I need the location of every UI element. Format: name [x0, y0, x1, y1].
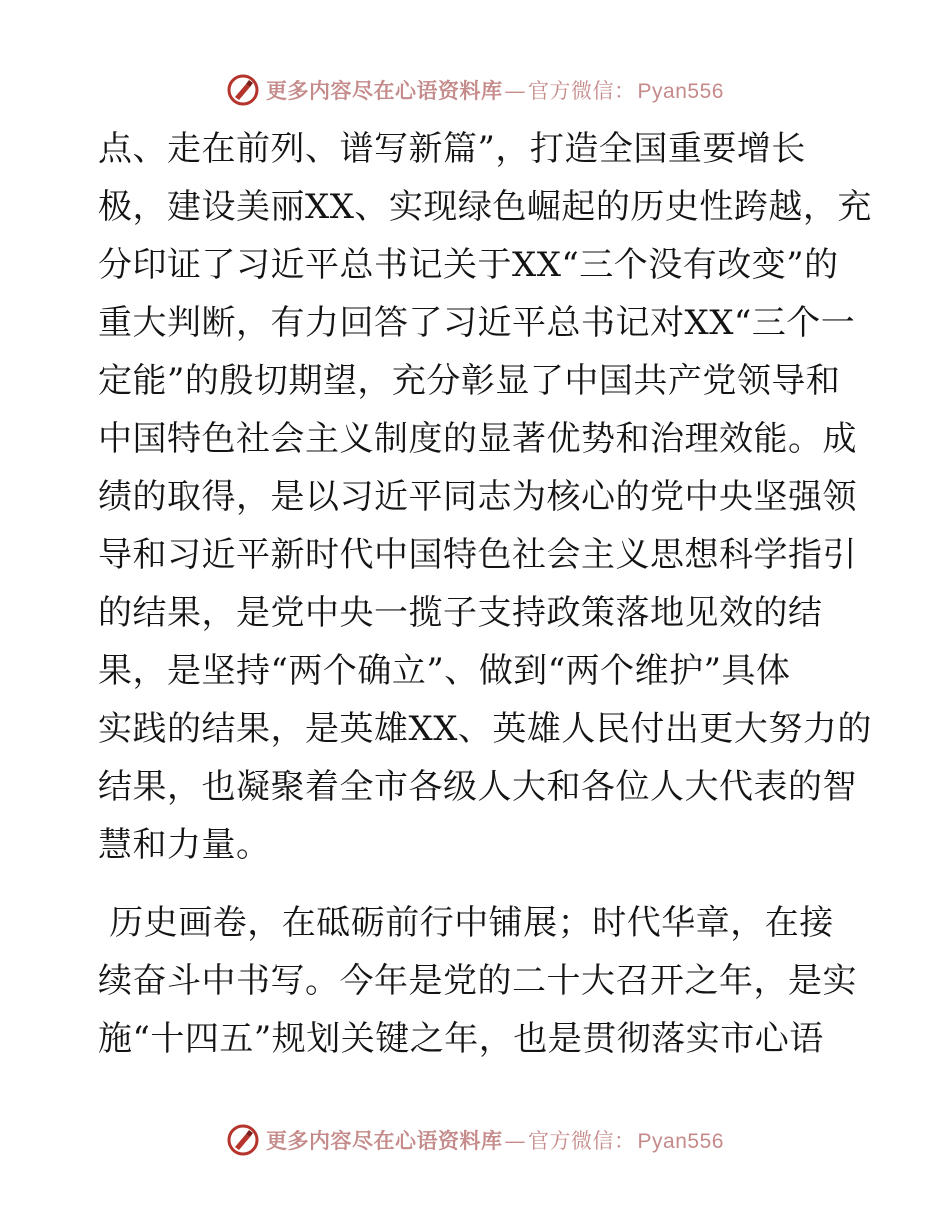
document-body — [98, 120, 872, 1068]
footer-wechat-label: 官方微信： — [528, 1129, 636, 1153]
footer-site-name: 更多内容尽在心语资料库 — [266, 1128, 503, 1153]
text-line: 分印证了习近平总书记关于XX“三个没有改变”的 — [98, 245, 839, 285]
pen-circle-logo-icon — [226, 1123, 260, 1157]
text-line: 续奋斗中书写。今年是党的二十大召开之年，是实 — [98, 961, 857, 1001]
text-line: 果，是坚持“两个确立”、做到“两个维护”具体 — [98, 651, 791, 691]
text-line: 中国特色社会主义制度的显著优势和治理效能。成 — [98, 419, 857, 459]
text-line: 极，建设美丽XX、实现绿色崛起的历史性跨越，充 — [98, 187, 872, 227]
text-line: 的结果，是党中央一揽子支持政策落地见效的结 — [98, 593, 823, 633]
text-line: 导和习近平新时代中国特色社会主义思想科学指引 — [98, 535, 857, 575]
text-line: 定能”的殷切期望，充分彰显了中国共产党领导和 — [98, 361, 841, 401]
header-site-name: 更多内容尽在心语资料库 — [266, 78, 503, 103]
text-line: 实践的结果，是英雄XX、英雄人民付出更大努力的 — [98, 709, 872, 749]
header-wechat-label: 官方微信： — [528, 79, 636, 103]
text-line: 施“十四五”规划关键之年，也是贯彻落实市心语 — [98, 1019, 824, 1059]
text-line: 重大判断，有力回答了习近平总书记对XX“三个一 — [98, 303, 856, 343]
footer-watermark — [0, 1120, 950, 1160]
header-dash: — — [504, 79, 527, 103]
paragraph-1 — [98, 120, 872, 874]
pen-circle-logo-icon — [226, 73, 260, 107]
paragraph-2 — [98, 894, 858, 1068]
footer-wechat-id: Pyan556 — [637, 1130, 724, 1153]
text-line: 历史画卷，在砥砺前行中铺展；时代华章，在接 — [98, 903, 834, 943]
header-watermark — [0, 70, 950, 110]
header-wechat-id: Pyan556 — [637, 80, 724, 103]
text-line: 绩的取得，是以习近平同志为核心的党中央坚强领 — [98, 477, 857, 517]
text-line: 慧和力量。 — [98, 825, 271, 865]
text-line: 点、走在前列、谱写新篇”，打造全国重要增长 — [98, 129, 806, 169]
text-line: 结果，也凝聚着全市各级人大和各位人大代表的智 — [98, 767, 857, 807]
paragraph-gap — [98, 874, 858, 894]
footer-dash: — — [504, 1129, 527, 1153]
